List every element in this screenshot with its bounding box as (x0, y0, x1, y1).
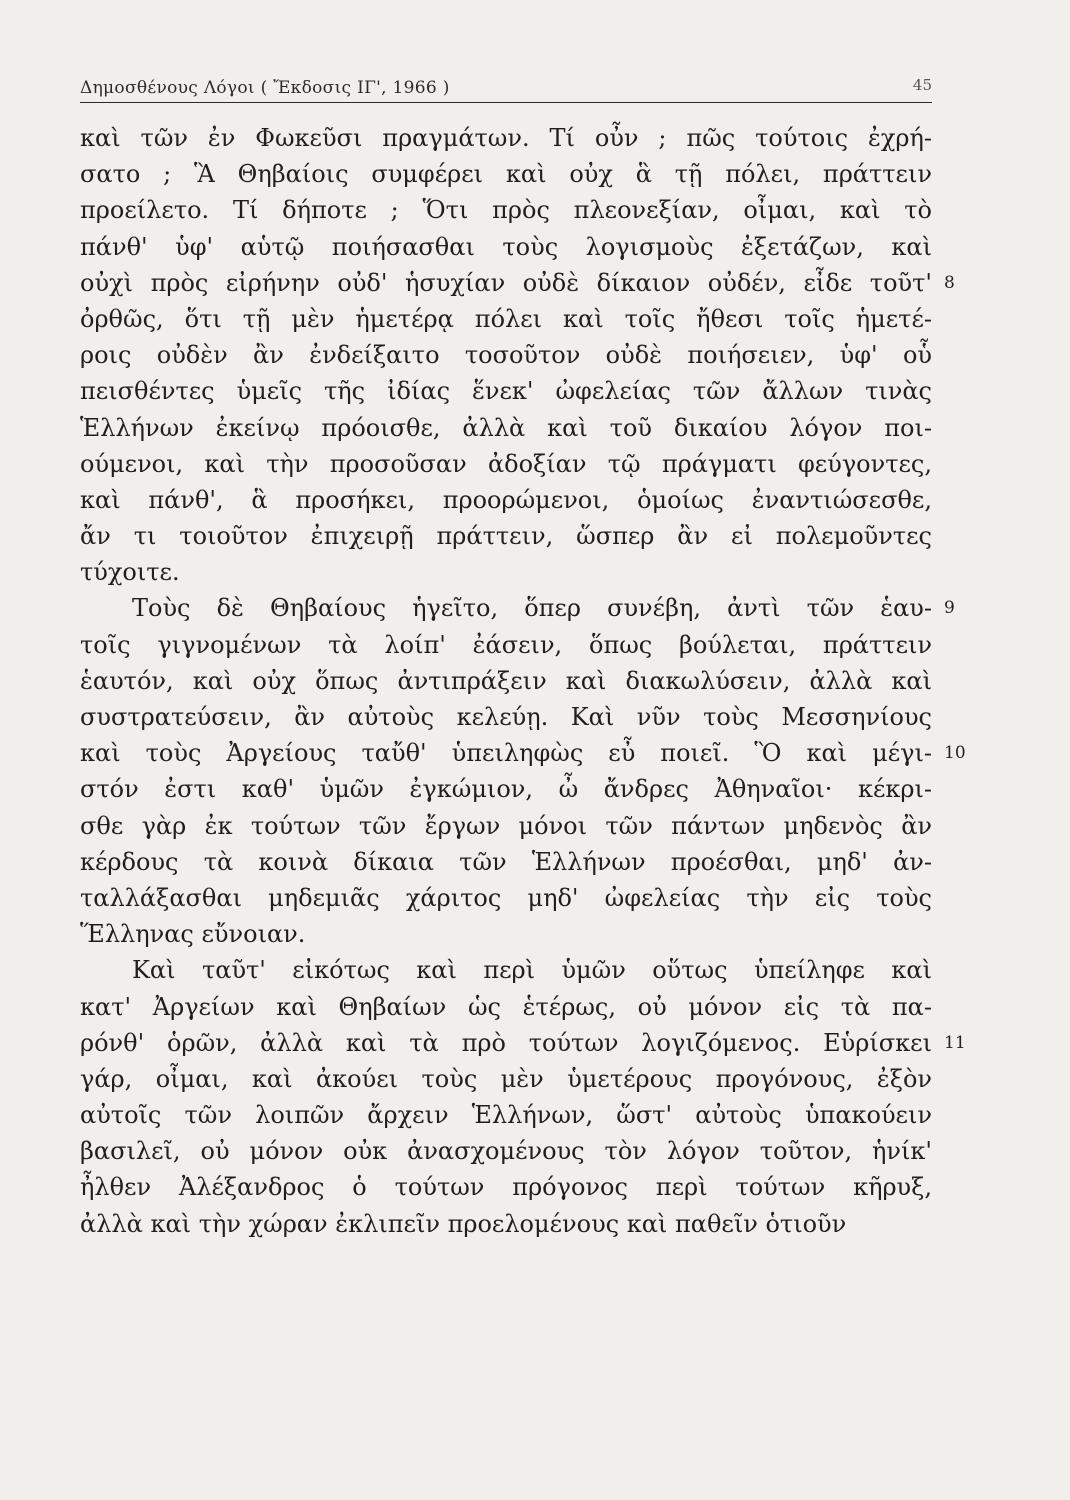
header-title: Δημοσθένους Λόγοι ( Ἔκδοσις ΙΓ', 1966 ) (80, 78, 450, 98)
line-text: ἄν τι τοιοῦτον ἐπιχειρῇ πράττειν, ὥσπερ ἂν εἰ πολεμοῦντες (80, 522, 932, 551)
text-line (80, 1061, 932, 1097)
text-line (80, 156, 932, 192)
text-line (80, 699, 932, 735)
section-number: 9 (944, 598, 955, 619)
line-text: βασιλεῖ, οὐ μόνον οὐκ ἀνασχομένους τὸν λόγον τοῦτον, ἡνίκ' (80, 1137, 932, 1166)
page-number: 45 (912, 76, 932, 94)
line-text: γάρ, οἶμαι, καὶ ἀκούει τοὺς μὲν ὑμετέρους προγόνους, ἐξὸν (80, 1064, 932, 1093)
line-text: ροις οὐδὲν ἂν ἐνδείξαιτο τοσοῦτον οὐδὲ ποιήσειεν, ὑφ' οὗ (80, 341, 932, 370)
line-text: πάνθ' ὑφ' αὑτῷ ποιήσασθαι τοὺς λογισμοὺς ἐξετάζων, καὶ (80, 232, 932, 261)
text-line (80, 120, 932, 156)
text-line (80, 446, 932, 482)
text-line (80, 1133, 932, 1169)
line-text: καὶ τοὺς Ἀργείους ταὔθ' ὑπειληφὼς εὖ ποιεῖ. Ὃ καὶ μέγι- (80, 739, 932, 768)
text-line (80, 518, 932, 554)
text-line (80, 808, 932, 844)
text-line (80, 554, 932, 590)
line-text: σθε γὰρ ἐκ τούτων τῶν ἔργων μόνοι τῶν πάντων μηδενὸς ἂν (80, 811, 932, 840)
text-line (80, 1097, 932, 1133)
line-text: σατο ; Ἃ Θηβαίοις συμφέρει καὶ οὐχ ἃ τῇ πόλει, πράττειν (80, 160, 932, 189)
text-line (80, 229, 932, 265)
text-line (80, 373, 932, 409)
text-line (80, 880, 932, 916)
line-text: Τοὺς δὲ Θηβαίους ἡγεῖτο, ὅπερ συνέβη, ἀντὶ τῶν ἑαυ- (132, 594, 932, 623)
line-text: πεισθέντες ὑμεῖς τῆς ἰδίας ἕνεκ' ὠφελείας τῶν ἄλλων τινὰς (80, 377, 932, 406)
line-text: στόν ἐστι καθ' ὑμῶν ἐγκώμιον, ὦ ἄνδρες Ἀθηναῖοι· κέκρι- (80, 775, 932, 804)
line-text: Ἑλλήνων ἐκείνῳ πρόοισθε, ἀλλὰ καὶ τοῦ δικαίου λόγον ποι- (80, 413, 932, 442)
text-line (80, 410, 932, 446)
line-text: κέρδους τὰ κοινὰ δίκαια τῶν Ἑλλήνων προέσθαι, μηδ' ἀν- (80, 847, 932, 876)
text-line (80, 1169, 932, 1205)
line-text: συστρατεύσειν, ἂν αὐτοὺς κελεύῃ. Καὶ νῦν τοὺς Μεσσηνίους (80, 703, 932, 731)
line-text: ἦλθεν Ἀλέξανδρος ὁ τούτων πρόγονος περὶ τούτων κῆρυξ, (80, 1173, 932, 1202)
text-line (80, 952, 932, 988)
text-line (80, 1025, 966, 1061)
line-text: ἀλλὰ καὶ τὴν χώραν ἐκλιπεῖν προελομένους καὶ παθεῖν ὁτιοῦν (80, 1209, 847, 1238)
line-text: καὶ πάνθ', ἃ προσήκει, προορώμενοι, ὁμοίως ἐναντιώσεσθε, (80, 485, 932, 514)
line-text: κατ' Ἀργείων καὶ Θηβαίων ὡς ἑτέρως, οὐ μόνον εἰς τὰ πα- (80, 992, 932, 1021)
line-text: οὐχὶ πρὸς εἰρήνην οὐδ' ἡσυχίαν οὐδὲ δίκαιον οὐδέν, εἶδε τοῦτ' (80, 268, 932, 297)
line-text: αὐτοῖς τῶν λοιπῶν ἄρχειν Ἑλλήνων, ὥστ' αὐτοὺς ὑπακούειν (80, 1101, 932, 1130)
text-line (80, 627, 932, 663)
line-text: τοῖς γιγνομένων τὰ λοίπ' ἐάσειν, ὅπως βούλεται, πράττειν (80, 630, 932, 659)
line-text: καὶ τῶν ἐν Φωκεῦσι πραγμάτων. Τί οὖν ; πῶς τούτοις ἐχρή- (80, 124, 932, 152)
line-text: ρόνθ' ὁρῶν, ἀλλὰ καὶ τὰ πρὸ τούτων λογιζόμενος. Εὑρίσκει (80, 1028, 932, 1057)
text-line (80, 989, 932, 1025)
body-text (80, 120, 966, 1242)
section-number: 11 (944, 1032, 966, 1053)
text-line (80, 735, 966, 771)
text-line (80, 844, 932, 880)
line-text: τύχοιτε. (80, 558, 180, 587)
line-text: ούμενοι, καὶ τὴν προσοῦσαν ἀδοξίαν τῷ πράγματι φεύγοντες, (80, 449, 932, 478)
line-text: προείλετο. Τί δήποτε ; Ὅτι πρὸς πλεονεξίαν, οἶμαι, καὶ τὸ (80, 196, 932, 225)
section-number: 10 (944, 743, 966, 764)
running-header (80, 76, 932, 103)
text-line (80, 265, 955, 301)
line-text: ὀρθῶς, ὅτι τῇ μὲν ἡμετέρᾳ πόλει καὶ τοῖς ἤθεσι τοῖς ἡμετέ- (80, 304, 932, 333)
text-line (80, 337, 932, 373)
text-line (80, 771, 932, 807)
text-line (80, 482, 932, 518)
text-line (80, 590, 955, 626)
text-line (80, 192, 932, 228)
line-text: ἑαυτόν, καὶ οὐχ ὅπως ἀντιπράξειν καὶ διακωλύσειν, ἀλλὰ καὶ (80, 666, 932, 695)
line-text: ταλλάξασθαι μηδεμιᾶς χάριτος μηδ' ὠφελείας τὴν εἰς τοὺς (80, 883, 932, 912)
line-text: Καὶ ταῦτ' εἰκότως καὶ περὶ ὑμῶν οὕτως ὑπείληφε καὶ (132, 956, 932, 985)
line-text: Ἕλληνας εὔνοιαν. (80, 920, 306, 949)
text-line (80, 1206, 932, 1242)
text-line (80, 663, 932, 699)
section-number: 8 (944, 272, 955, 293)
text-line (80, 301, 932, 337)
text-line (80, 916, 932, 952)
